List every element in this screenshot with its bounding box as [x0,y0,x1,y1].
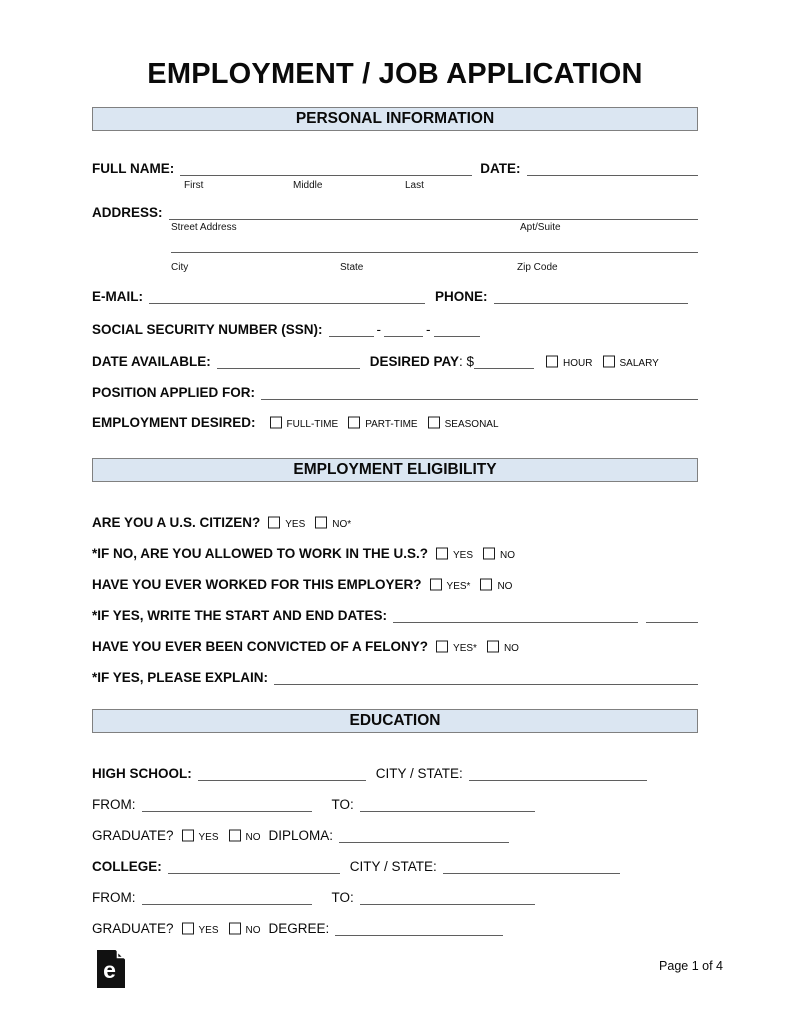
college-to-input-line[interactable] [360,903,535,905]
city-state-zip-sublabels-row [92,262,698,274]
phone-input-line[interactable] [494,302,688,304]
citizen-no-label: NO* [332,519,352,530]
ssn-dash-2: - [426,322,431,337]
college-input-line[interactable] [168,872,340,874]
employment-desired-label: EMPLOYMENT DESIRED: [92,415,256,430]
desired-pay-label: DESIRED PAY [369,354,460,369]
felony-yes-label: YES* [453,643,477,654]
high-school-row [92,766,698,783]
date-input-line[interactable] [527,174,699,176]
hs-from-label: FROM: [92,797,136,812]
checkbox-college-graduate-yes[interactable] [182,923,194,935]
position-row [92,385,698,402]
college-graduate-row [92,921,698,938]
employment-desired-row [92,415,698,432]
part-time-label: PART-TIME [365,419,418,430]
diploma-label: DIPLOMA: [268,828,334,843]
college-label: COLLEGE: [92,859,162,874]
date-available-input-line[interactable] [217,367,360,369]
desired-pay-suffix: : $ [459,354,475,369]
felony-question-label: HAVE YOU EVER BEEN CONVICTED OF A FELONY? [92,639,429,654]
felony-no-label: NO [503,643,519,654]
checkbox-citizen-yes[interactable] [268,517,280,529]
checkbox-hour[interactable] [546,356,558,368]
email-label: E-MAIL: [92,289,143,304]
checkbox-hs-graduate-no[interactable] [229,830,241,842]
worked-before-row [92,577,698,594]
date-available-label: DATE AVAILABLE: [92,354,211,369]
ssn-label: SOCIAL SECURITY NUMBER (SSN): [92,322,323,337]
citizen-yes-label: YES [285,519,306,530]
zip-code-sublabel: Zip Code [517,262,558,273]
felony-explain-input-line[interactable] [274,683,698,685]
diploma-input-line[interactable] [339,841,509,843]
ssn-dash-1: - [376,322,382,337]
allowed-yes-label: YES [453,550,474,561]
hour-label: HOUR [563,358,593,369]
checkbox-felony-no[interactable] [487,641,499,653]
high-school-label: HIGH SCHOOL: [92,766,192,781]
section-header-education [92,709,698,733]
worked-yes-label: YES* [446,581,471,592]
college-to-label: TO: [331,890,354,905]
checkbox-worked-no[interactable] [480,579,492,591]
checkbox-allowed-no[interactable] [483,548,495,560]
position-applied-for-label: POSITION APPLIED FOR: [92,385,256,400]
felony-explain-row [92,670,698,687]
date-label: DATE: [480,161,521,176]
date-available-pay-row [92,354,698,371]
checkbox-worked-yes[interactable] [430,579,442,591]
degree-input-line[interactable] [335,934,503,936]
checkbox-part-time[interactable] [348,417,360,429]
hs-city-state-label: CITY / STATE: [375,766,463,781]
ssn-row [92,322,698,339]
first-sublabel: First [184,180,204,191]
salary-label: SALARY [619,358,659,369]
felony-question-row [92,639,698,656]
desired-pay-input-line[interactable] [474,367,534,369]
last-sublabel: Last [405,180,424,191]
middle-sublabel: Middle [293,180,323,191]
high-school-input-line[interactable] [198,779,366,781]
street-address-sublabel: Street Address [171,222,237,233]
page-number: Page 1 of 4 [659,959,723,973]
high-school-graduate-row [92,828,698,845]
checkbox-college-graduate-no[interactable] [229,923,241,935]
street-address-input-line[interactable] [169,218,698,220]
city-state-zip-input-line[interactable] [171,251,698,253]
college-graduate-no-label: NO [245,925,261,936]
college-row [92,859,698,876]
address-row [92,205,698,222]
degree-label: DEGREE: [268,921,330,936]
hs-graduate-no-label: NO [245,832,261,843]
start-end-dates-input-line[interactable] [393,621,638,623]
checkbox-hs-graduate-yes[interactable] [182,830,194,842]
section-title: PERSONAL INFORMATION [295,110,495,127]
full-name-row [92,161,698,178]
worked-no-label: NO [497,581,513,592]
hs-to-label: TO: [331,797,354,812]
college-from-input-line[interactable] [142,903,312,905]
checkbox-salary[interactable] [603,356,615,368]
hs-to-input-line[interactable] [360,810,535,812]
phone-label: PHONE: [435,289,488,304]
section-title: EMPLOYMENT ELIGIBILITY [293,461,497,478]
high-school-dates-row [92,797,698,814]
checkbox-felony-yes[interactable] [436,641,448,653]
hs-from-input-line[interactable] [142,810,312,812]
eforms-document-logo [97,950,125,993]
college-dates-row [92,890,698,907]
section-header-personal-information [92,107,698,131]
college-city-state-label: CITY / STATE: [349,859,437,874]
full-time-label: FULL-TIME [286,419,339,430]
document-icon [97,950,125,988]
ssn-part1-input-line[interactable] [329,335,374,337]
college-graduate-label: GRADUATE? [92,921,174,936]
ssn-part3-input-line[interactable] [434,335,480,337]
full-name-label: FULL NAME: [92,161,175,176]
citizen-question-row [92,515,698,532]
allowed-to-work-label: *IF NO, ARE YOU ALLOWED TO WORK IN THE U.S.? [92,546,429,561]
email-input-line[interactable] [149,302,425,304]
college-from-label: FROM: [92,890,136,905]
start-end-dates-row [92,608,698,625]
apt-suite-sublabel: Apt/Suite [520,222,561,233]
position-input-line[interactable] [261,398,698,400]
start-end-dates-label: *IF YES, WRITE THE START AND END DATES: [92,608,388,623]
felony-explain-label: *IF YES, PLEASE EXPLAIN: [92,670,269,685]
college-city-state-input-line[interactable] [443,872,620,874]
worked-before-label: HAVE YOU EVER WORKED FOR THIS EMPLOYER? [92,577,422,592]
hs-city-state-input-line[interactable] [469,779,647,781]
city-sublabel: City [171,262,189,273]
seasonal-label: SEASONAL [444,419,499,430]
state-sublabel: State [340,262,364,273]
page-title: EMPLOYMENT / JOB APPLICATION [147,58,643,90]
full-name-input-line[interactable] [180,174,472,176]
checkbox-allowed-yes[interactable] [436,548,448,560]
start-end-dates-input-line-2[interactable] [646,621,698,623]
address-label: ADDRESS: [92,205,163,220]
college-graduate-yes-label: YES [198,925,219,936]
allowed-to-work-row [92,546,698,563]
hs-graduate-yes-label: YES [198,832,219,843]
section-header-employment-eligibility [92,458,698,482]
checkbox-citizen-no[interactable] [315,517,327,529]
city-state-zip-row [92,248,698,262]
hs-graduate-label: GRADUATE? [92,828,174,843]
ssn-part2-input-line[interactable] [384,335,423,337]
email-phone-row [92,289,698,306]
section-title: EDUCATION [349,712,441,729]
checkbox-full-time[interactable] [270,417,282,429]
address-sublabels-row [92,222,698,234]
allowed-no-label: NO [500,550,516,561]
logo-letter: e [103,957,116,983]
checkbox-seasonal[interactable] [428,417,440,429]
citizen-question-label: ARE YOU A U.S. CITIZEN? [92,515,261,530]
name-sublabels-row [92,180,698,192]
